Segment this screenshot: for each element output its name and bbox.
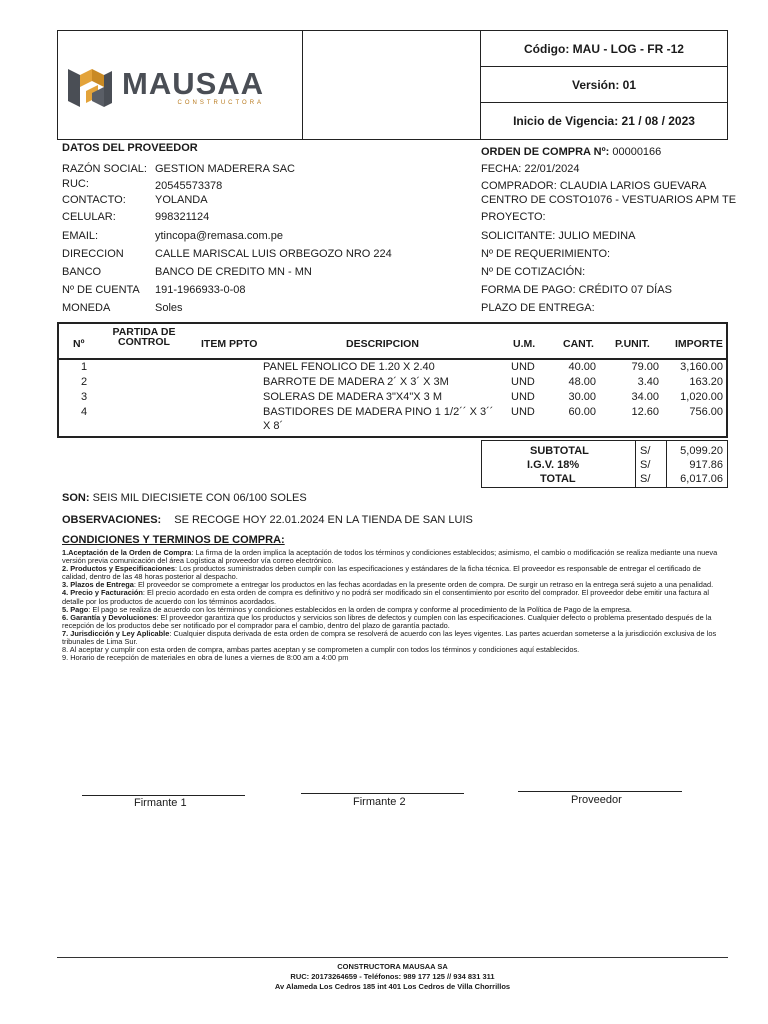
- supplier-value: 998321124: [155, 211, 210, 223]
- supplier-value: CALLE MARISCAL LUIS ORBEGOZO NRO 224: [155, 248, 392, 260]
- row-unit: UND: [511, 406, 535, 418]
- order-number-line: [481, 146, 661, 158]
- company-subtitle: CONSTRUCTORA: [177, 99, 265, 106]
- row-unit-price: 12.60: [631, 406, 659, 418]
- order-project: PROYECTO:: [481, 211, 546, 223]
- table-row: [59, 406, 726, 436]
- order-cost-center: CENTRO DE COSTO1076 - VESTUARIOS APM TE: [481, 194, 737, 206]
- row-number: 1: [81, 361, 88, 373]
- supplier-section-title: DATOS DEL PROVEEDOR: [62, 142, 198, 154]
- footer-divider: [57, 957, 728, 958]
- supplier-value: ytincopa@remasa.com.pe: [155, 230, 283, 242]
- currency-symbol: S/: [640, 459, 651, 471]
- amount-in-words-value: SEIS MIL DIECISIETE CON 06/100 SOLES: [92, 492, 307, 504]
- order-requester: SOLICITANTE: JULIO MEDINA: [481, 230, 636, 242]
- conditions-list: [62, 549, 726, 662]
- row-unit: UND: [511, 391, 535, 403]
- condition-item: 6. Garantía y Devoluciones: El proveedor garantiza que los productos y servicios son libres de defectos y cumplen con las especificaciones. Cualquier defecto o problema presentado después de la recepción de los productos debe ser notificado por el comprador para el cambio, dentro del plazo de garantía pactado.: [62, 612, 712, 630]
- row-unit: UND: [511, 376, 535, 388]
- supplier-label: Nº DE CUENTA: [62, 284, 140, 296]
- supplier-label: MONEDA: [62, 302, 111, 314]
- order-requirement: Nº DE REQUERIMIENTO:: [481, 248, 611, 260]
- igv-row: [482, 459, 727, 474]
- items-table-header: [59, 324, 726, 360]
- row-number: 3: [81, 391, 88, 403]
- order-number-label: ORDEN DE COMPRA Nº:: [481, 146, 610, 158]
- col-description: DESCRIPCION: [346, 338, 419, 350]
- mausaa-logo-icon: [66, 63, 114, 111]
- currency-symbol: S/: [640, 473, 651, 485]
- row-description: BARROTE DE MADERA 2´ X 3´ X 3M: [263, 376, 449, 388]
- col-unit-price: P.UNIT.: [615, 338, 650, 350]
- supplier-value: GESTION MADERERA SAC: [155, 163, 295, 175]
- supplier-value: 191-1966933-0-08: [155, 284, 246, 296]
- signature-line-3: [518, 791, 682, 792]
- row-description-continued: X 8´: [263, 420, 284, 432]
- order-number: 00000166: [612, 146, 662, 158]
- condition-item: 4. Precio y Facturación: El precio acordado en esta orden de compra es definitivo y no podrá ser modificado sin el consentimiento por escrito del comprador. El proveedor debe emitir una factura al detalle por los productos de acuerdo con los términos acordados.: [62, 588, 710, 606]
- total-label: TOTAL: [540, 473, 576, 485]
- supplier-value: Soles: [155, 302, 183, 314]
- col-quantity: CANT.: [563, 338, 594, 350]
- signature-label-1: Firmante 1: [134, 797, 187, 809]
- supplier-label: EMAIL:: [62, 230, 99, 242]
- condition-item: 7. Jurisdicción y Ley Aplicable: Cualquier disputa derivada de esta orden de compra se resolverá de acuerdo con las leyes vigentes. Las partes acuerdan someterse a la jurisdicción exclusiva de los tribunales de Lima Sur.: [62, 628, 717, 647]
- row-unit-price: 3.40: [637, 376, 659, 388]
- order-quotation: Nº DE COTIZACIÓN:: [481, 266, 586, 278]
- currency-symbol: S/: [640, 445, 651, 457]
- items-table: [57, 322, 728, 438]
- order-delivery-term: PLAZO DE ENTREGA:: [481, 302, 595, 314]
- supplier-label: CELULAR:: [62, 211, 116, 223]
- signature-line-1: [82, 795, 245, 796]
- document-code: Código: MAU - LOG - FR -12: [481, 31, 727, 67]
- header-empty-cell: [303, 31, 481, 139]
- company-logo: [66, 63, 264, 111]
- document-version: Versión: 01: [481, 67, 727, 103]
- supplier-label: DIRECCION: [62, 248, 124, 260]
- order-date: FECHA: 22/01/2024: [481, 163, 580, 175]
- row-quantity: 48.00: [568, 376, 596, 388]
- table-row: [59, 391, 726, 406]
- col-item-ppto: ITEM PPTO: [201, 338, 258, 350]
- condition-item: 2. Productos y Especificaciones: Los productos suministrados deben cumplir con las especificaciones y estándares de la ficha técnica. El proveedor es responsable de entregar el certificado de calidad, dentro de las 48 horas posterior al despacho.: [62, 564, 701, 582]
- amount-in-words-label: SON:: [62, 492, 90, 504]
- row-amount: 1,020.00: [680, 391, 723, 403]
- row-unit-price: 79.00: [631, 361, 659, 373]
- observations: [62, 514, 473, 526]
- condition-item: 8. Al aceptar y cumplir con esta orden de compra, ambas partes aceptan y se comprometen a cumplir con todos los términos y condiciones aquí establecidos.: [62, 645, 580, 655]
- row-amount: 756.00: [689, 406, 723, 418]
- igv-value: 917.86: [689, 459, 723, 471]
- supplier-label: CONTACTO:: [62, 194, 126, 206]
- supplier-label: BANCO: [62, 266, 102, 278]
- subtotal-row: [482, 445, 727, 460]
- supplier-label: RAZÓN SOCIAL:: [62, 163, 147, 175]
- col-partida: PARTIDA DE CONTROL: [112, 326, 176, 348]
- supplier-label: RUC:: [62, 178, 89, 190]
- supplier-value: 20545573378: [155, 180, 223, 192]
- footer-contact: RUC: 20173264659 - Teléfonos: 989 177 125 // 934 831 311: [290, 972, 495, 981]
- subtotal-value: 5,099.20: [680, 445, 723, 457]
- row-amount: 3,160.00: [680, 361, 723, 373]
- row-quantity: 30.00: [568, 391, 596, 403]
- condition-item: 5. Pago: El pago se realiza de acuerdo con los términos y condiciones establecidos en la orden de compra y conforme al procedimiento de la Política de Pago de la empresa.: [62, 604, 632, 614]
- total-value: 6,017.06: [680, 473, 723, 485]
- col-unit: U.M.: [513, 338, 536, 350]
- row-amount: 163.20: [689, 376, 723, 388]
- company-name: MAUSAA: [122, 65, 265, 101]
- document-validity: Inicio de Vigencia: 21 / 08 / 2023: [513, 114, 695, 128]
- table-row: [59, 361, 726, 376]
- row-description: BASTIDORES DE MADERA PINO 1 1/2´´ X 3´´: [263, 406, 494, 418]
- totals-box: [481, 440, 728, 488]
- supplier-value: YOLANDA: [155, 194, 208, 206]
- conditions-title: CONDICIONES Y TERMINOS DE COMPRA:: [62, 534, 285, 546]
- supplier-value: BANCO DE CREDITO MN - MN: [155, 266, 312, 278]
- signature-line-2: [301, 793, 464, 794]
- total-row: [482, 473, 727, 488]
- row-description: PANEL FENOLICO DE 1.20 X 2.40: [263, 361, 435, 373]
- logo-cell: [58, 31, 303, 139]
- signature-label-3: Proveedor: [571, 794, 622, 806]
- col-amount: IMPORTE: [675, 338, 723, 350]
- condition-item: 3. Plazos de Entrega: El proveedor se compromete a entregar los productos en las fechas acordadas en la presente orden de compra. De surgir un retraso en la entrega será sujeto a una penalidad.: [62, 580, 714, 590]
- igv-label: I.G.V. 18%: [527, 459, 580, 471]
- footer-address: Av Alameda Los Cedros 185 int 401 Los Cedros de Villa Chorrillos: [274, 982, 511, 991]
- col-number: Nº: [73, 338, 85, 350]
- document-control-info: [481, 31, 727, 139]
- condition-item: 1.Aceptación de la Orden de Compra: La firma de la orden implica la aceptación de todos los términos y condiciones establecidos; asimismo, el cambio o modificación se realiza mediante una nueva versión previa comunicación del área Logística al proveedor vía correo electrónico.: [62, 548, 718, 566]
- row-unit-price: 34.00: [631, 391, 659, 403]
- observations-label: OBSERVACIONES:: [62, 514, 162, 526]
- order-buyer: COMPRADOR: CLAUDIA LARIOS GUEVARA: [481, 180, 707, 192]
- document-header: [57, 30, 728, 140]
- condition-item: 9. Horario de recepción de materiales en obra de lunes a viernes de 8:00 am a 4:00 pm: [62, 653, 349, 663]
- row-description: SOLERAS DE MADERA 3"X4"X 3 M: [263, 391, 442, 403]
- row-number: 4: [81, 406, 88, 418]
- row-unit: UND: [511, 361, 535, 373]
- signature-label-2: Firmante 2: [353, 796, 406, 808]
- subtotal-label: SUBTOTAL: [530, 445, 589, 457]
- footer-company: CONSTRUCTORA MAUSAA SA: [337, 962, 448, 971]
- amount-in-words: [62, 492, 307, 504]
- order-payment-terms: FORMA DE PAGO: CRÉDITO 07 DÍAS: [481, 284, 672, 296]
- table-row: [59, 376, 726, 391]
- row-number: 2: [81, 376, 88, 388]
- row-quantity: 60.00: [568, 406, 596, 418]
- observations-value: SE RECOGE HOY 22.01.2024 EN LA TIENDA DE SAN LUIS: [174, 514, 473, 526]
- row-quantity: 40.00: [568, 361, 596, 373]
